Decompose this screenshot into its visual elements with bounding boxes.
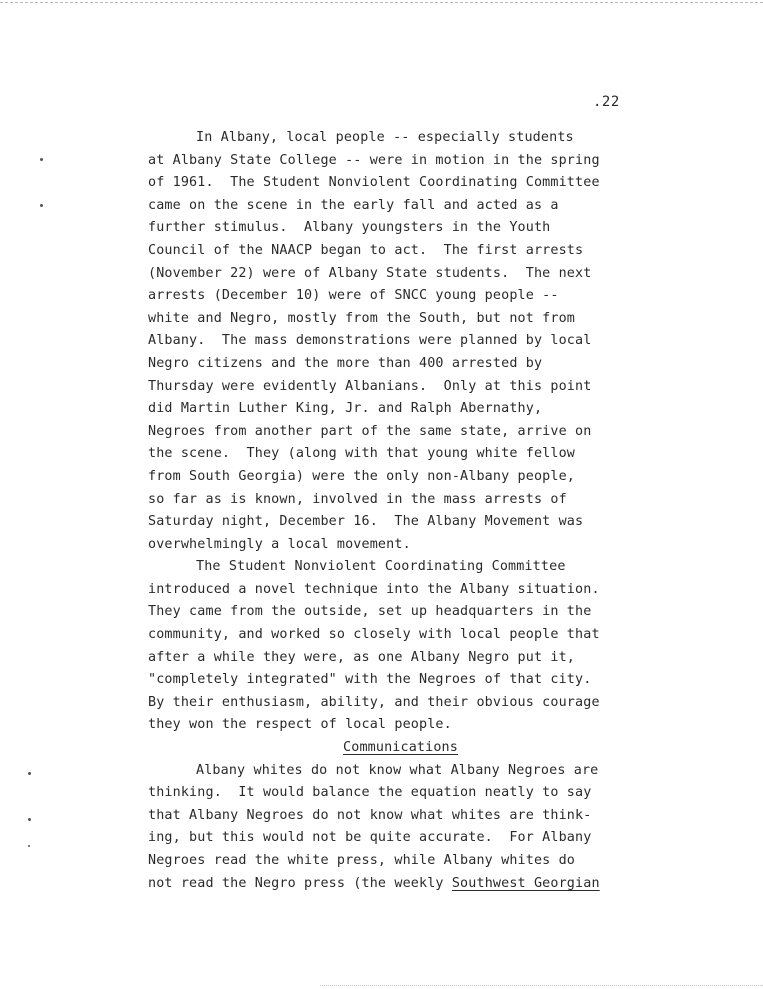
text-line-content: after a while they were, as one Albany Negro put it,	[148, 649, 576, 665]
text-line	[148, 240, 653, 263]
text-line	[148, 489, 653, 512]
text-line-content: community, and worked so closely with local people that	[148, 627, 600, 643]
text-line-content: came on the scene in the early fall and acted as a	[148, 197, 559, 213]
text-line	[148, 150, 653, 173]
margin-mark	[28, 818, 31, 821]
text-line	[148, 647, 653, 670]
text-line-content: thinking. It would balance the equation neatly to say	[148, 785, 592, 801]
text-line-content: arrests (December 10) were of SNCC young people --	[148, 288, 559, 304]
text-line	[148, 127, 653, 150]
text-line-content: further stimulus. Albany youngsters in the Youth	[148, 220, 551, 236]
text-line	[148, 511, 653, 534]
document-body	[148, 127, 653, 895]
text-line	[148, 601, 653, 624]
text-line	[148, 692, 653, 715]
text-line	[148, 195, 653, 218]
text-line	[148, 443, 653, 466]
text-line-content: white and Negro, mostly from the South, but not from	[148, 310, 576, 326]
text-line	[148, 873, 653, 896]
text-line-content: Communications	[343, 740, 458, 756]
margin-mark	[28, 772, 31, 775]
text-line	[148, 669, 653, 692]
text-line	[148, 398, 653, 421]
text-line	[148, 782, 653, 805]
text-line	[148, 556, 653, 579]
text-line	[148, 263, 653, 286]
text-line	[148, 308, 653, 331]
text-line	[148, 827, 653, 850]
text-line	[148, 421, 653, 444]
section-heading	[148, 737, 653, 760]
text-line	[148, 376, 653, 399]
text-line-content: that Albany Negroes do not know what whites are think-	[148, 807, 592, 823]
page-number: .22	[593, 94, 620, 110]
text-line-content: they won the respect of local people.	[148, 717, 452, 733]
publication-title: Southwest Georgian	[451, 875, 600, 891]
text-line-content: Negroes from another part of the same state, arrive on	[148, 423, 592, 439]
text-line	[148, 217, 653, 240]
text-line-content: at Albany State College -- were in motion in the spring	[148, 152, 600, 168]
text-line	[148, 579, 653, 602]
margin-mark	[40, 158, 43, 161]
text-line-content: By their enthusiasm, ability, and their obvious courage	[148, 694, 600, 710]
text-line-content: "completely integrated" with the Negroes of that city.	[148, 672, 592, 688]
margin-mark	[40, 204, 43, 207]
text-line	[148, 850, 653, 873]
text-line	[148, 714, 653, 737]
text-line-content: of 1961. The Student Nonviolent Coordinating Committee	[148, 175, 600, 191]
text-line	[148, 760, 653, 783]
text-line-content: Thursday were evidently Albanians. Only at this point	[148, 378, 592, 394]
text-line	[148, 466, 653, 489]
text-line-content: the scene. They (along with that young white fellow	[148, 446, 576, 462]
text-line	[148, 534, 653, 557]
text-line-content: (November 22) were of Albany State students. The next	[148, 265, 592, 281]
text-line-content: did Martin Luther King, Jr. and Ralph Abernathy,	[148, 401, 543, 417]
text-line	[148, 805, 653, 828]
text-line-content: ing, but this would not be quite accurate. For Albany	[148, 830, 592, 846]
text-line-content: Albany whites do not know what Albany Negroes are	[196, 762, 599, 778]
text-line-content: In Albany, local people -- especially students	[196, 130, 574, 145]
text-line-content: so far as is known, involved in the mass arrests of	[148, 491, 567, 507]
text-line-content: not read the Negro press (the weekly	[148, 875, 452, 891]
text-line-content: overwhelmingly a local movement.	[148, 536, 411, 552]
text-line	[148, 624, 653, 647]
text-line-content: Albany. The mass demonstrations were planned by local	[148, 333, 592, 349]
margin-mark	[28, 845, 30, 847]
text-line	[148, 285, 653, 308]
text-line	[148, 353, 653, 376]
text-line-content: Saturday night, December 16. The Albany Movement was	[148, 514, 584, 530]
page-bottom-edge	[320, 985, 763, 986]
text-line-content: Council of the NAACP began to act. The first arrests	[148, 242, 584, 258]
text-line	[148, 172, 653, 195]
text-line-content: introduced a novel technique into the Albany situation.	[148, 581, 600, 597]
text-line-content: from South Georgia) were the only non-Albany people,	[148, 468, 576, 484]
text-line-content: The Student Nonviolent Coordinating Committee	[196, 559, 566, 575]
text-line-content: Negro citizens and the more than 400 arrested by	[148, 355, 543, 371]
page-top-edge	[0, 2, 763, 3]
text-line-content: They came from the outside, set up headquarters in the	[148, 604, 592, 620]
text-line	[148, 330, 653, 353]
text-line-content: Negroes read the white press, while Albany whites do	[148, 853, 576, 868]
